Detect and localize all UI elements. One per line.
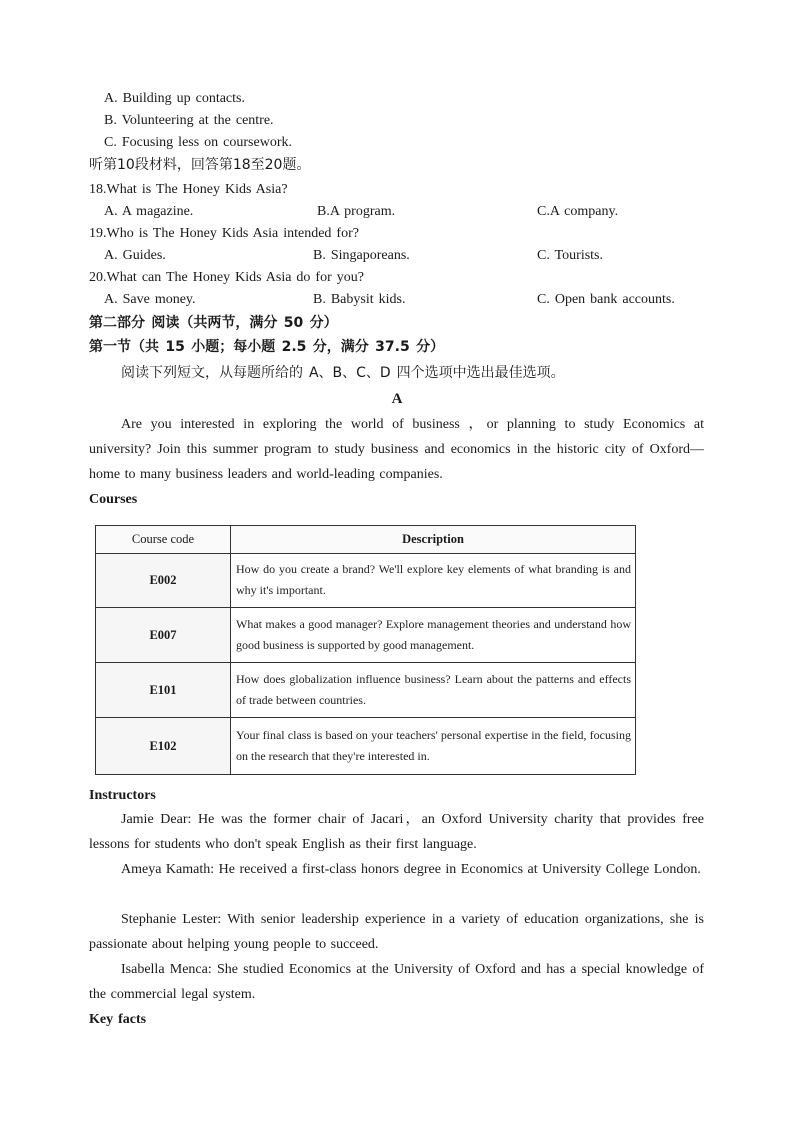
table-row [96,608,636,663]
instructor-ameya-kamath: Ameya Kamath: He received a first-class honors degree in Economics at University College London. [121,862,701,877]
instructors-heading: Instructors [89,788,156,803]
q20-option-c: C. Open bank accounts. [537,292,675,307]
section-one-title: 第一节（共 15 小题；每小题 2.5 分，满分 37.5 分） [89,339,445,355]
course-description: Your final class is based on your teachers' personal expertise in the field, focusing on the research that they're interested in. [231,718,636,775]
option-b-prev: B. Volunteering at the centre. [104,113,274,128]
table-header-description: Description [231,526,636,554]
reading-instruction: 阅读下列短文，从每题所给的 A、B、C、D 四个选项中选出最佳选项。 [121,365,565,381]
option-c-prev: C. Focusing less on coursework. [104,135,292,150]
section10-instruction: 听第10段材料，回答第18至20题。 [89,157,311,173]
question-19: 19.Who is The Honey Kids Asia intended for? [89,226,359,241]
instructor-jamie-dear: Jamie Dear: He was the former chair of Jacari，an Oxford University charity that provides free lessons for students who don't speak English as their first language. [89,812,704,852]
part-two-title: 第二部分 阅读（共两节，满分 50 分） [89,315,338,331]
course-description: How do you create a brand? We'll explore key elements of what branding is and why it's important. [231,554,636,608]
course-description: What makes a good manager? Explore management theories and understand how good business is supported by good management. [231,608,636,663]
option-a-prev: A. Building up contacts. [104,91,245,106]
instructor-isabella-menca: Isabella Menca: She studied Economics at the University of Oxford and has a special knowledge of the commercial legal system. [89,962,704,1002]
course-code: E102 [96,718,231,775]
passage-intro: Are you interested in exploring the world of business ，or planning to study Economics at university? Join this summer program to study business and economics in the historic city of Oxford—home to many business leaders and world-leading companies. [89,417,704,482]
table-header-code: Course code [96,526,231,554]
course-description: How does globalization influence business? Learn about the patterns and effects of trade between countries. [231,663,636,718]
passage-letter: A [391,391,403,407]
question-18: 18.What is The Honey Kids Asia? [89,182,288,197]
course-code: E002 [96,554,231,608]
question-20: 20.What can The Honey Kids Asia do for you? [89,270,364,285]
q18-option-a: A. A magazine. [104,204,194,219]
instructor-stephanie-lester: Stephanie Lester: With senior leadership experience in a variety of education organizations, she is passionate about helping young people to succeed. [89,912,704,952]
q19-option-a: A. Guides. [104,248,166,263]
course-code: E101 [96,663,231,718]
courses-table [95,525,636,775]
q20-option-a: A. Save money. [104,292,196,307]
courses-heading: Courses [89,492,138,507]
q19-option-b: B. Singaporeans. [313,248,410,263]
key-facts-heading: Key facts [89,1012,147,1027]
course-code: E007 [96,608,231,663]
q20-option-b: B. Babysit kids. [313,292,406,307]
q19-option-c: C. Tourists. [537,248,603,263]
table-row [96,718,636,775]
q18-option-b: B.A program. [317,204,396,219]
table-row [96,663,636,718]
table-row [96,554,636,608]
q18-option-c: C.A company. [537,204,619,219]
